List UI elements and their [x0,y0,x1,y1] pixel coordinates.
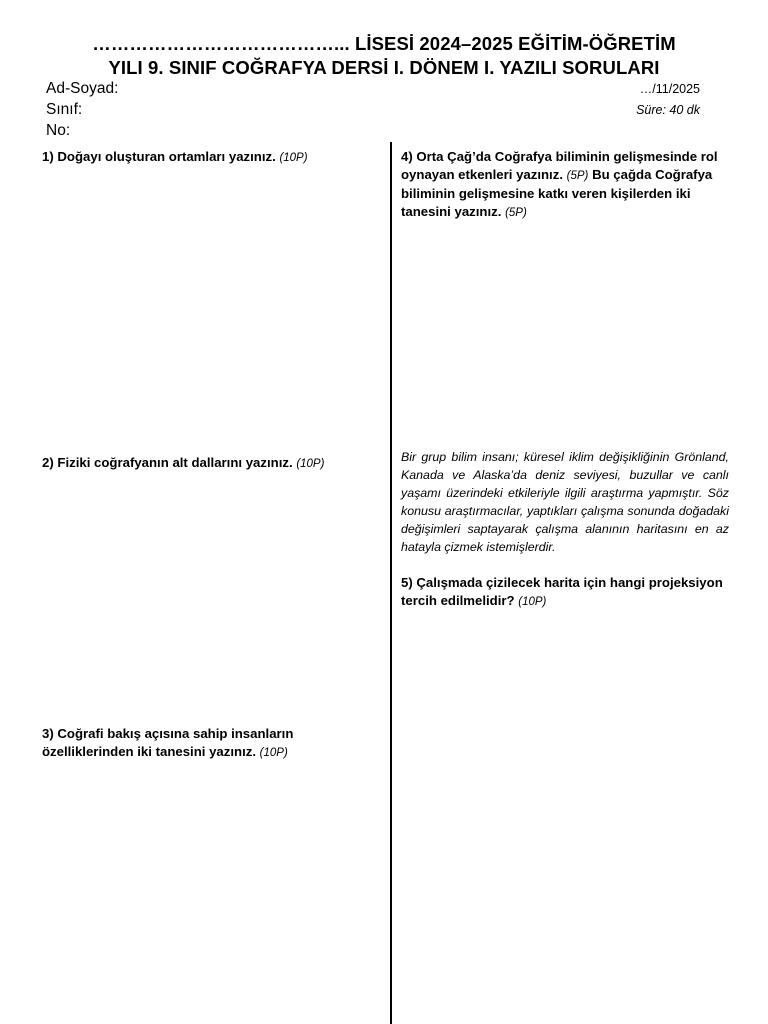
question-2-points: (10P) [296,458,325,470]
question-1-text: 1) Doğayı oluşturan ortamları yazınız. [42,149,276,164]
question-5-text: 5) Çalışmada çizilecek harita için hangi projeksiyon tercih edilmelidir? [401,575,723,608]
question-3 [42,725,382,762]
question-4 [401,148,731,222]
question-2-text: 2) Fiziki coğrafyanın alt dallarını yazınız. [42,455,293,470]
exam-title-line-1: …………………………………... LİSESİ 2024–2025 EĞİTİM-ÖĞRETİM [92,33,676,54]
question-2 [42,454,382,473]
column-divider [390,142,392,1024]
exam-duration: Süre: 40 dk [636,103,700,117]
number-label: No: [46,122,71,139]
question-1-points: (10P) [279,152,308,164]
question-5 [401,574,731,611]
question-5-points: (10P) [518,596,547,608]
name-label: Ad-Soyad: [46,80,119,97]
question-4-text-b: Bu çağda Coğrafya biliminin gelişmesine katkı veren kişilerden iki tanesini yazınız. [401,167,713,219]
question-5-passage: Bir grup bilim insanı; küresel iklim değişikliğinin Grönland, Kanada ve Alaska’da deniz seviyesi, buzullar ve canlı yaşamı üzerindeki etkileriyle ilgili araştırma yapmıştır. Söz konusu araştırmacılar, yaptıkları çalışma sonunda doğadaki değişimleri saptayarak çalışma alanının haritasını en az hatayla çizmek istemişlerdir. [401,450,729,554]
question-4-points-b: (5P) [505,207,527,219]
question-3-points: (10P) [259,747,288,759]
exam-date: …/11/2025 [639,82,700,96]
question-1 [42,148,382,167]
question-3-text: 3) Coğrafi bakış açısına sahip insanların özelliklerinden iki tanesini yazınız. [42,726,294,759]
question-4-text-a: 4) Orta Çağ’da Coğrafya biliminin gelişmesinde rol oynayan etkenleri yazınız. [401,149,718,182]
exam-title-line-2: YILI 9. SINIF COĞRAFYA DERSİ I. DÖNEM I. YAZILI SORULARI [108,57,660,78]
class-label: Sınıf: [46,101,83,118]
question-4-points-a: (5P) [566,170,589,182]
